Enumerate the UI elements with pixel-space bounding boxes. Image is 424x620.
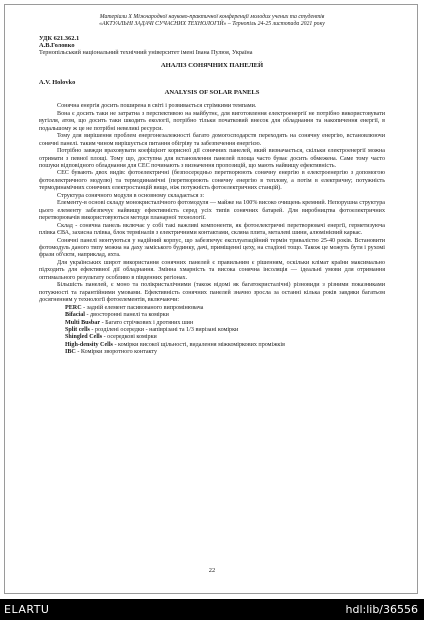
list-item xyxy=(65,320,385,327)
list-item-term: High-density Cells xyxy=(65,341,113,348)
list-item xyxy=(65,342,385,349)
title-english: ANALYSIS OF SOLAR PANELS xyxy=(164,89,260,97)
list-item-term: Bifacial xyxy=(65,312,85,319)
handle-identifier: hdl:lib/36556 xyxy=(345,603,418,616)
repository-footer-bar xyxy=(0,599,424,620)
author-ukrainian: А.В.Головко xyxy=(39,41,75,49)
paragraph: Елементу-в основі складу монокристалічного фотомодуля — майже на 100% високо очищень кремний. Непорушна структура цього елементу забезпечує найвищу ефективність серед усіх типів сонячних батарей. Для виробництва фотоелектричних перетворювачів використовуються методи планарної технології. xyxy=(39,200,385,222)
list-item-desc: - осередкові комірки xyxy=(102,334,157,341)
author-english: A.V. Holovko xyxy=(39,79,76,87)
list-item xyxy=(65,305,385,312)
list-item-term: Multi Busbar xyxy=(65,319,101,326)
paragraph: Вона є досить таки не затратна з перспективою на майбутнє, для виготовлення електроенергії не потрібно використовувати вугілля, атом, що досить таки шкодить екології, потрібно тільки початковий внесок для обладнання та накопичення енергії, в подальшому ж це не потрібні невеликі ресурси. xyxy=(39,110,385,132)
list-item-term: PERC xyxy=(65,304,82,311)
list-item xyxy=(65,334,385,341)
title-ukrainian: АНАЛІЗ СОНЯЧНИХ ПАНЕЛЕЙ xyxy=(160,62,264,70)
paragraph: Більшість панелей, є моно та полікристалічними (також відомі як багатокристалічні) різновиди з різними показниками потужності та гарантійними умовами. Ефективність сонячних панелей значно зросла за останні кілька років завдяки багатьом досягненням у технології фотоелементів, включаючи: xyxy=(39,282,385,304)
paragraph: Структура сонячного модуля в основному складається з: xyxy=(57,192,205,199)
list-item-desc: - Багато стрічкових і дротяних шин xyxy=(100,319,194,326)
list-item xyxy=(65,349,385,356)
paragraph: Потрібно завжди враховувати коефіцієнт корисної дії сонячних панелей, який визначається, скільки електроенергії можна отримати з певної площі. Тому що, доступна для встановлення панелей площа часто буває досить обмежена. Саме тому часто пошуки відповідного обладнання для СЕС починають з визначення пропозицій, що мають найвищу ефективність. xyxy=(39,148,385,170)
list-item-desc: - розділені осередки - напіврізані та 1/3 вирізані комірки xyxy=(89,327,239,333)
list-item-term: Split cells xyxy=(65,327,90,333)
paragraph: Склад - сонячна панель включає у собі такі важливі компоненти, як фотоелектричні перетворювачі енергії, герметизуюча плівка ЄВА, захисна плівка, блок терміналів з електричними контактами, скляна плита, металеві шини, алюмінієвий каркас. xyxy=(39,222,385,237)
list-item xyxy=(65,312,385,319)
list-item-desc: - Комірки зворотного контакту xyxy=(75,349,158,356)
conference-header-line-2: «АКТУАЛЬНІ ЗАДАЧІ СУЧАСНИХ ТЕХНОЛОГІЙ» – Тернопіль 24-25 листопада 2021 року xyxy=(99,20,325,27)
list-item-desc: - комірки високої щільності, видалення міжкоміркових проміжків xyxy=(112,341,285,348)
page-number: 22 xyxy=(208,567,216,574)
repository-name: ELARTU xyxy=(4,603,50,616)
affiliation: Тернопільський національний технічний університет імені Івана Пулюя, Україна xyxy=(39,49,253,56)
list-item-desc: - двосторонні панелі та комірки xyxy=(84,312,169,319)
list-item-term: IBC xyxy=(65,349,76,356)
technology-list xyxy=(39,305,385,357)
conference-header-line-1: Матеріали Х Міжнародної науково-практичної конференції молодих учених та студентів xyxy=(99,14,325,20)
list-item-term: Shingled Cells xyxy=(65,334,103,341)
document-page xyxy=(39,14,385,357)
paragraph: Тому для вирішення проблем енергонезалежності багато домогосподарств переходять на сонячну енергію, встановлюючи сонячні панелі. таким чином вирішується питання обігріву та забезпечення енергією. xyxy=(39,133,385,147)
list-item-desc: - задній елемент пасивованого випромінювача xyxy=(81,304,204,311)
paragraph: Сонячна енергія досить поширена в світі і розвивається стрімкими темпами. xyxy=(57,103,257,110)
udc-code: УДК 621.362.1 xyxy=(39,34,80,42)
paragraph: Для українських широт використання сонячних панелей є правильним є рішенням, оскільки клімат країни максимально підходить для ефективної дії обладнання. Змінна хмарність та висока сонячна інсоляція — ідеальні умови для отримання оптимального результату особливо в південних регіонах. xyxy=(39,259,385,281)
paragraph: СЕС бувають двох видів: фотоелектричні (безпосередньо перетворюють сонячну енергію в електроенергію з допомогою фотоелектричного модулю) та термодинамічні (перетворюють сонячну енергію в теплову, а потім в електричну; потужність термодинамічних сонячних електростанцій вище, ніж потужність фотоелектричних станцій). xyxy=(39,170,385,192)
list-item xyxy=(65,327,385,334)
paragraph: Сонячні панелі монтуються у надійний корпус, що забезпечує експлуатаційний термін тривалістю 25-40 років. Встановити фотомодуль даного типу можна на даху заміського будинку, дачі, приміщенні цеху, на стадіоні тощо. Також це можуть бути і рухомі фрази об'єкти, наприклад, яхта. xyxy=(39,237,385,259)
